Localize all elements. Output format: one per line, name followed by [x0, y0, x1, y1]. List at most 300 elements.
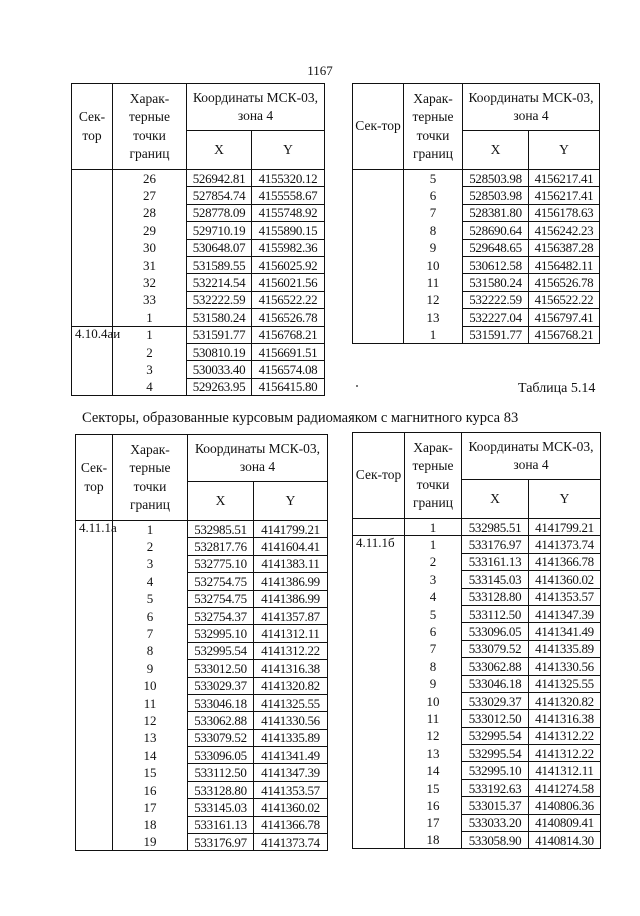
table-row [76, 538, 328, 555]
point-cell: 1 [113, 309, 187, 326]
sector-cell [72, 187, 113, 204]
point-cell: 31 [113, 256, 187, 273]
y-cell: 4141316.38 [254, 660, 328, 677]
y-cell: 4141335.89 [529, 640, 601, 657]
y-cell: 4141373.74 [529, 536, 601, 553]
x-cell: 531591.77 [187, 326, 252, 343]
table-row [76, 573, 328, 590]
sector-cell [76, 538, 113, 555]
header-x: X [463, 131, 529, 170]
y-cell: 4140806.36 [529, 797, 601, 814]
sector-cell [353, 675, 405, 692]
x-cell: 532222.59 [187, 291, 252, 308]
table-row [72, 361, 325, 378]
point-cell: 1 [113, 326, 187, 343]
table-row [353, 553, 601, 570]
x-cell: 533161.13 [462, 553, 529, 570]
coords-table-4 [352, 432, 601, 849]
point-cell: 4 [113, 378, 187, 395]
scan-dot [356, 385, 358, 387]
header-row [353, 84, 600, 131]
table-row [353, 745, 601, 762]
table-row [353, 274, 600, 291]
coords-table-2 [352, 83, 600, 344]
point-cell: 17 [113, 799, 188, 816]
x-cell: 532754.75 [188, 573, 254, 590]
x-cell: 533062.88 [188, 712, 254, 729]
sector-cell [76, 712, 113, 729]
point-cell: 10 [113, 677, 188, 694]
table-row [76, 781, 328, 798]
y-cell: 4141325.55 [529, 675, 601, 692]
x-cell: 533079.52 [188, 729, 254, 746]
table-row [76, 799, 328, 816]
sector-cell [76, 799, 113, 816]
table-row [353, 762, 601, 779]
x-cell: 533062.88 [462, 658, 529, 675]
sector-cell [353, 326, 404, 343]
x-cell: 526942.81 [187, 170, 252, 187]
table-row [353, 204, 600, 221]
y-cell: 4156691.51 [252, 343, 325, 360]
sector-cell [76, 625, 113, 642]
y-cell: 4141373.74 [254, 834, 328, 851]
table-row [76, 677, 328, 694]
sector-cell: 4.11.1а [76, 521, 113, 538]
x-cell: 528690.64 [463, 222, 529, 239]
point-cell: 26 [113, 170, 187, 187]
point-cell: 32 [113, 274, 187, 291]
sector-cell [76, 747, 113, 764]
point-cell: 6 [405, 623, 462, 640]
point-cell: 10 [404, 256, 463, 273]
sector-cell [353, 658, 405, 675]
table-row [76, 555, 328, 572]
y-cell: 4156526.78 [529, 274, 600, 291]
point-cell: 11 [404, 274, 463, 291]
y-cell: 4156522.22 [529, 291, 600, 308]
x-cell: 532985.51 [188, 521, 254, 538]
point-cell: 19 [113, 834, 188, 851]
y-cell: 4155558.67 [252, 187, 325, 204]
y-cell: 4156522.22 [252, 291, 325, 308]
sector-cell [353, 291, 404, 308]
x-cell: 527854.74 [187, 187, 252, 204]
x-cell: 532775.10 [188, 555, 254, 572]
header-sector: Сек-тор [72, 84, 113, 170]
sector-cell [76, 729, 113, 746]
sector-cell [72, 170, 113, 187]
x-cell: 531591.77 [463, 326, 529, 343]
sector-cell [353, 710, 405, 727]
sector-cell [353, 571, 405, 588]
x-cell: 533012.50 [462, 710, 529, 727]
x-cell: 530648.07 [187, 239, 252, 256]
sector-cell [353, 239, 404, 256]
table-row [353, 291, 600, 308]
point-cell: 18 [405, 832, 462, 849]
x-cell: 530033.40 [187, 361, 252, 378]
sector-cell [76, 677, 113, 694]
table-row [353, 170, 600, 187]
y-cell: 4141383.11 [254, 555, 328, 572]
table-row [353, 536, 601, 553]
sector-cell [353, 519, 405, 536]
header-coords: Координаты МСК-03, зона 4 [188, 435, 328, 482]
table-row [76, 694, 328, 711]
table-row [353, 692, 601, 709]
header-row [76, 435, 328, 482]
header-coords: Координаты МСК-03, зона 4 [187, 84, 325, 131]
sector-cell [353, 553, 405, 570]
point-cell: 30 [113, 239, 187, 256]
x-cell: 532995.54 [462, 727, 529, 744]
x-cell: 533033.20 [462, 814, 529, 831]
x-cell: 533046.18 [188, 694, 254, 711]
sector-cell [76, 764, 113, 781]
y-cell: 4141325.55 [254, 694, 328, 711]
point-cell: 9 [404, 239, 463, 256]
x-cell: 532754.75 [188, 590, 254, 607]
sector-cell: 4.10.4аи [72, 326, 113, 343]
point-cell: 12 [113, 712, 188, 729]
x-cell: 532995.10 [188, 625, 254, 642]
header-points: Харак-терные точки границ [113, 84, 187, 170]
x-cell: 529710.19 [187, 222, 252, 239]
header-points: Харак-терные точки границ [405, 433, 462, 519]
x-cell: 533012.50 [188, 660, 254, 677]
table-row [353, 710, 601, 727]
y-cell: 4141320.82 [529, 692, 601, 709]
sector-cell [353, 222, 404, 239]
sector-cell [353, 779, 405, 796]
point-cell: 9 [405, 675, 462, 692]
table-row [353, 675, 601, 692]
y-cell: 4156526.78 [252, 309, 325, 326]
y-cell: 4141320.82 [254, 677, 328, 694]
page-number: 1167 [307, 63, 333, 78]
table-row [353, 239, 600, 256]
table-row [353, 640, 601, 657]
y-cell: 4141353.57 [254, 781, 328, 798]
sector-cell [72, 256, 113, 273]
point-cell: 3 [113, 361, 187, 378]
sector-cell [353, 204, 404, 221]
point-cell: 11 [405, 710, 462, 727]
sector-cell [353, 640, 405, 657]
point-cell: 5 [404, 170, 463, 187]
sector-cell [76, 816, 113, 833]
point-cell: 17 [405, 814, 462, 831]
sector-cell: 4.11.1б [353, 536, 405, 553]
point-cell: 14 [405, 762, 462, 779]
section-heading: Секторы, образованные курсовым радиомаяком с магнитного курса 83 [82, 410, 519, 426]
x-cell: 533112.50 [188, 764, 254, 781]
x-cell: 533029.37 [462, 692, 529, 709]
y-cell: 4141799.21 [254, 521, 328, 538]
table-row [72, 170, 325, 187]
sector-cell [353, 170, 404, 187]
point-cell: 2 [113, 343, 187, 360]
y-cell: 4141366.78 [529, 553, 601, 570]
y-cell: 4141316.38 [529, 710, 601, 727]
point-cell: 9 [113, 660, 188, 677]
table-row [353, 797, 601, 814]
sector-cell [72, 239, 113, 256]
table-row [76, 642, 328, 659]
y-cell: 4141347.39 [529, 605, 601, 622]
point-cell: 28 [113, 204, 187, 221]
y-cell: 4155982.36 [252, 239, 325, 256]
table-row [72, 326, 325, 343]
sector-cell [353, 309, 404, 326]
y-cell: 4156768.21 [529, 326, 600, 343]
point-cell: 12 [404, 291, 463, 308]
y-cell: 4141357.87 [254, 607, 328, 624]
sector-cell [353, 745, 405, 762]
point-cell: 7 [405, 640, 462, 657]
point-cell: 10 [405, 692, 462, 709]
sector-cell [353, 256, 404, 273]
x-cell: 532817.76 [188, 538, 254, 555]
x-cell: 533046.18 [462, 675, 529, 692]
x-cell: 533112.50 [462, 605, 529, 622]
y-cell: 4141274.58 [529, 779, 601, 796]
x-cell: 533079.52 [462, 640, 529, 657]
table-row [76, 607, 328, 624]
sector-cell [72, 309, 113, 326]
sector-cell [76, 660, 113, 677]
sector-cell [76, 573, 113, 590]
point-cell: 8 [404, 222, 463, 239]
header-row [353, 433, 601, 480]
y-cell: 4141312.22 [529, 727, 601, 744]
y-cell: 4155748.92 [252, 204, 325, 221]
x-cell: 529263.95 [187, 378, 252, 395]
header-sector: Сек-тор [353, 84, 404, 170]
x-cell: 528503.98 [463, 187, 529, 204]
x-cell: 530612.58 [463, 256, 529, 273]
x-cell: 532214.54 [187, 274, 252, 291]
table-row [353, 187, 600, 204]
table-row [76, 712, 328, 729]
point-cell: 6 [113, 607, 188, 624]
point-cell: 5 [113, 590, 188, 607]
x-cell: 533145.03 [188, 799, 254, 816]
y-cell: 4141604.41 [254, 538, 328, 555]
header-coords: Координаты МСК-03, зона 4 [462, 433, 601, 480]
table-row [72, 291, 325, 308]
sector-cell [353, 832, 405, 849]
table-row [353, 623, 601, 640]
point-cell: 13 [113, 729, 188, 746]
table-row [76, 521, 328, 538]
x-cell: 532222.59 [463, 291, 529, 308]
table-row [353, 658, 601, 675]
y-cell: 4141799.21 [529, 519, 601, 536]
point-cell: 4 [113, 573, 188, 590]
sector-cell [353, 797, 405, 814]
point-cell: 18 [113, 816, 188, 833]
header-coords: Координаты МСК-03, зона 4 [463, 84, 600, 131]
header-x: X [187, 131, 252, 170]
table-caption: Таблица 5.14 [518, 381, 596, 396]
table-row [353, 519, 601, 536]
y-cell: 4141366.78 [254, 816, 328, 833]
point-cell: 3 [405, 571, 462, 588]
y-cell: 4141312.22 [254, 642, 328, 659]
point-cell: 1 [113, 521, 188, 538]
point-cell: 6 [404, 187, 463, 204]
x-cell: 533192.63 [462, 779, 529, 796]
sector-cell [72, 378, 113, 395]
point-cell: 2 [405, 553, 462, 570]
header-row [72, 84, 325, 131]
point-cell: 29 [113, 222, 187, 239]
x-cell: 533176.97 [462, 536, 529, 553]
x-cell: 528381.80 [463, 204, 529, 221]
y-cell: 4155320.12 [252, 170, 325, 187]
y-cell: 4155890.15 [252, 222, 325, 239]
point-cell: 1 [405, 519, 462, 536]
y-cell: 4156025.92 [252, 256, 325, 273]
x-cell: 529648.65 [463, 239, 529, 256]
x-cell: 533096.05 [188, 747, 254, 764]
x-cell: 533128.80 [188, 781, 254, 798]
x-cell: 533161.13 [188, 816, 254, 833]
y-cell: 4141330.56 [254, 712, 328, 729]
table-row [353, 779, 601, 796]
coords-table-1 [71, 83, 325, 396]
point-cell: 13 [405, 745, 462, 762]
point-cell: 15 [113, 764, 188, 781]
y-cell: 4156768.21 [252, 326, 325, 343]
x-cell: 532995.10 [462, 762, 529, 779]
y-cell: 4141360.02 [254, 799, 328, 816]
sector-cell [76, 834, 113, 851]
table-row [72, 187, 325, 204]
y-cell: 4156797.41 [529, 309, 600, 326]
table-row [76, 729, 328, 746]
sector-cell [72, 343, 113, 360]
y-cell: 4141312.11 [254, 625, 328, 642]
y-cell: 4156242.23 [529, 222, 600, 239]
sector-cell [76, 555, 113, 572]
table-row [72, 204, 325, 221]
sector-cell [76, 642, 113, 659]
table-row [72, 343, 325, 360]
x-cell: 533058.90 [462, 832, 529, 849]
x-cell: 531589.55 [187, 256, 252, 273]
table-row [76, 660, 328, 677]
header-y: Y [529, 131, 600, 170]
x-cell: 532227.04 [463, 309, 529, 326]
x-cell: 532754.37 [188, 607, 254, 624]
y-cell: 4141312.22 [529, 745, 601, 762]
sector-cell [353, 187, 404, 204]
table-row [76, 747, 328, 764]
point-cell: 12 [405, 727, 462, 744]
table-row [76, 764, 328, 781]
table-row [353, 222, 600, 239]
sector-cell [353, 274, 404, 291]
y-cell: 4156415.80 [252, 378, 325, 395]
y-cell: 4141386.99 [254, 590, 328, 607]
point-cell: 2 [113, 538, 188, 555]
table-row [353, 256, 600, 273]
point-cell: 1 [405, 536, 462, 553]
coords-table-3 [75, 434, 328, 851]
y-cell: 4141335.89 [254, 729, 328, 746]
y-cell: 4156217.41 [529, 187, 600, 204]
x-cell: 530810.19 [187, 343, 252, 360]
y-cell: 4140809.41 [529, 814, 601, 831]
table-row [76, 834, 328, 851]
sector-cell [72, 204, 113, 221]
x-cell: 528503.98 [463, 170, 529, 187]
point-cell: 7 [404, 204, 463, 221]
table-row [72, 239, 325, 256]
y-cell: 4141347.39 [254, 764, 328, 781]
sector-cell [353, 605, 405, 622]
point-cell: 11 [113, 694, 188, 711]
header-points: Харак-терные точки границ [404, 84, 463, 170]
x-cell: 533128.80 [462, 588, 529, 605]
point-cell: 14 [113, 747, 188, 764]
table-row [76, 590, 328, 607]
point-cell: 27 [113, 187, 187, 204]
sector-cell [76, 607, 113, 624]
sector-cell [353, 814, 405, 831]
table-row [72, 256, 325, 273]
header-sector: Сек-тор [76, 435, 113, 521]
sector-cell [72, 291, 113, 308]
sector-cell [353, 588, 405, 605]
x-cell: 533176.97 [188, 834, 254, 851]
y-cell: 4156178.63 [529, 204, 600, 221]
point-cell: 7 [113, 625, 188, 642]
header-x: X [188, 482, 254, 521]
y-cell: 4141330.56 [529, 658, 601, 675]
y-cell: 4141386.99 [254, 573, 328, 590]
table-row [353, 727, 601, 744]
sector-cell [353, 623, 405, 640]
sector-cell [353, 762, 405, 779]
x-cell: 532995.54 [188, 642, 254, 659]
point-cell: 16 [405, 797, 462, 814]
header-y: Y [252, 131, 325, 170]
sector-cell [353, 692, 405, 709]
point-cell: 13 [404, 309, 463, 326]
x-cell: 533145.03 [462, 571, 529, 588]
y-cell: 4140814.30 [529, 832, 601, 849]
point-cell: 1 [404, 326, 463, 343]
sector-cell [353, 727, 405, 744]
point-cell: 15 [405, 779, 462, 796]
x-cell: 531580.24 [187, 309, 252, 326]
y-cell: 4141341.49 [254, 747, 328, 764]
point-cell: 3 [113, 555, 188, 572]
x-cell: 531580.24 [463, 274, 529, 291]
table-row [353, 571, 601, 588]
table-row [353, 814, 601, 831]
table-row [72, 309, 325, 326]
table-row [353, 326, 600, 343]
y-cell: 4156574.08 [252, 361, 325, 378]
table-row [353, 309, 600, 326]
y-cell: 4141312.11 [529, 762, 601, 779]
header-y: Y [529, 480, 601, 519]
